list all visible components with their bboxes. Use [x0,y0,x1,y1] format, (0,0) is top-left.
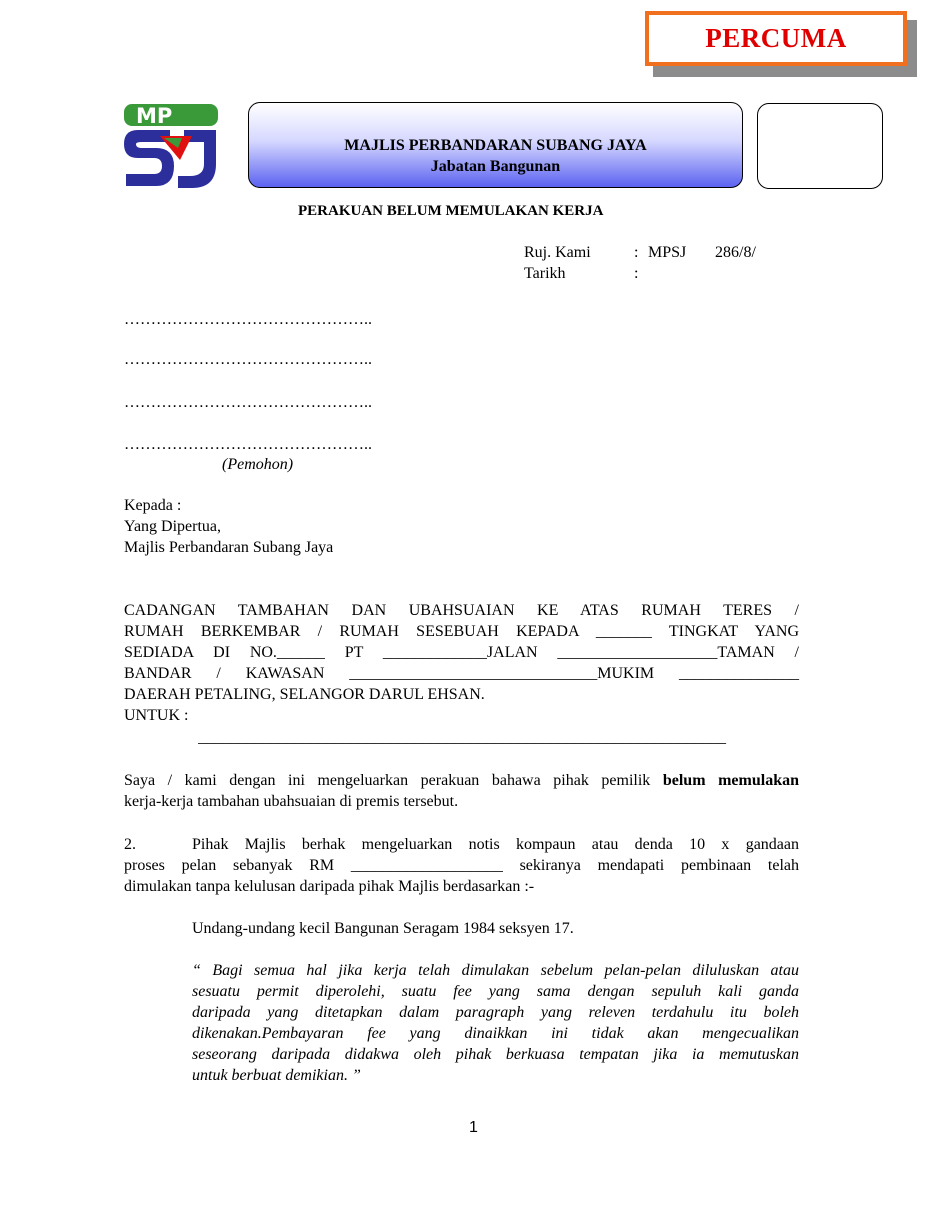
recipient-line: Yang Dipertua, [124,518,222,535]
proposal-line: RUMAH BERKEMBAR / RUMAH SESEBUAH KEPADA _______ TINGKAT YANG [124,623,799,640]
ref-number: 286/8/ [715,244,756,261]
quote-line: “ Bagi semua hal jika kerja telah dimulakan sebelum pelan-pelan diluluskan atau [192,962,799,979]
quote-line: seseorang daripada didakwa oleh pihak berkuasa tempatan jika ia memutuskan [192,1046,799,1063]
declaration-bold: belum memulakan [662,772,799,789]
proposal-block [124,600,799,726]
bylaw-quote [192,960,799,1086]
bylaw-reference: Undang-undang kecil Bangunan Seragam 1984 seksyen 17. [192,920,574,937]
applicant-line: ……………………………………….. [124,394,372,411]
quote-line: untuk berbuat demikian. ” [192,1067,361,1084]
ref-separator: : [634,244,639,261]
clause2-line: proses pelan sebanyak RM ___________________ sekiranya mendapati pembinaan telah [124,857,799,874]
org-name: MAJLIS PERBANDARAN SUBANG JAYA [344,137,647,154]
recipient-kepada: Kepada : [124,497,182,514]
department-name: Jabatan Bangunan [430,158,561,175]
untuk-label: UNTUK : [124,707,189,724]
mpsj-logo [120,102,222,190]
clause2-paragraph [124,855,799,897]
clause-number: 2. [124,836,136,853]
applicant-line: ……………………………………….. [124,311,372,328]
proposal-line: BANDAR / KAWASAN _______________________________MUKIM _______________ [124,665,799,682]
date-separator: : [634,265,639,282]
clause2-line: dimulakan tanpa kelulusan daripada pihak Majlis berdasarkan :- [124,878,535,895]
untuk-blank-line: __________________________________________________________________ [198,729,726,746]
applicant-caption: (Pemohon) [222,456,294,473]
declaration-paragraph [124,770,799,812]
declaration-text-end: kerja-kerja tambahan ubahsuaian di premis tersebut. [124,793,459,810]
document-title: PERAKUAN BELUM MEMULAKAN KERJA [298,203,604,219]
stamp-area-box [757,103,883,189]
applicant-line: ……………………………………….. [124,436,372,453]
ref-value: MPSJ [648,244,687,261]
proposal-line: CADANGAN TAMBAHAN DAN UBAHSUAIAN KE ATAS RUMAH TERES / [124,602,799,619]
applicant-line: ……………………………………….. [124,351,372,368]
date-label: Tarikh [524,265,566,282]
clause2-line1-wrap [192,834,799,855]
quote-line: dikenakan.Pembayaran fee yang dinaikkan ini tidak akan mengecualikan [192,1025,799,1042]
declaration-text: Saya / kami dengan ini mengeluarkan perakuan bahawa pihak pemilik [124,772,663,789]
header-box [248,102,743,188]
clause2-line: Pihak Majlis berhak mengeluarkan notis kompaun atau denda 10 x gandaan [192,836,799,853]
stamp-label: PERCUMA [705,23,847,53]
free-stamp [645,11,907,66]
proposal-line: SEDIADA DI NO.______ PT _____________JALAN ____________________TAMAN / [124,644,799,661]
logo-text-mp: MP [136,104,173,128]
quote-line: sesuatu permit diperolehi, suatu fee yang sama dengan sepuluh kali ganda [192,983,799,1000]
ref-label: Ruj. Kami [524,244,591,261]
page-number: 1 [469,1119,478,1136]
recipient-line: Majlis Perbandaran Subang Jaya [124,539,334,556]
quote-line: daripada yang ditetapkan dalam paragraph yang releven terdahulu itu boleh [192,1004,799,1021]
proposal-line: DAERAH PETALING, SELANGOR DARUL EHSAN. [124,686,485,703]
